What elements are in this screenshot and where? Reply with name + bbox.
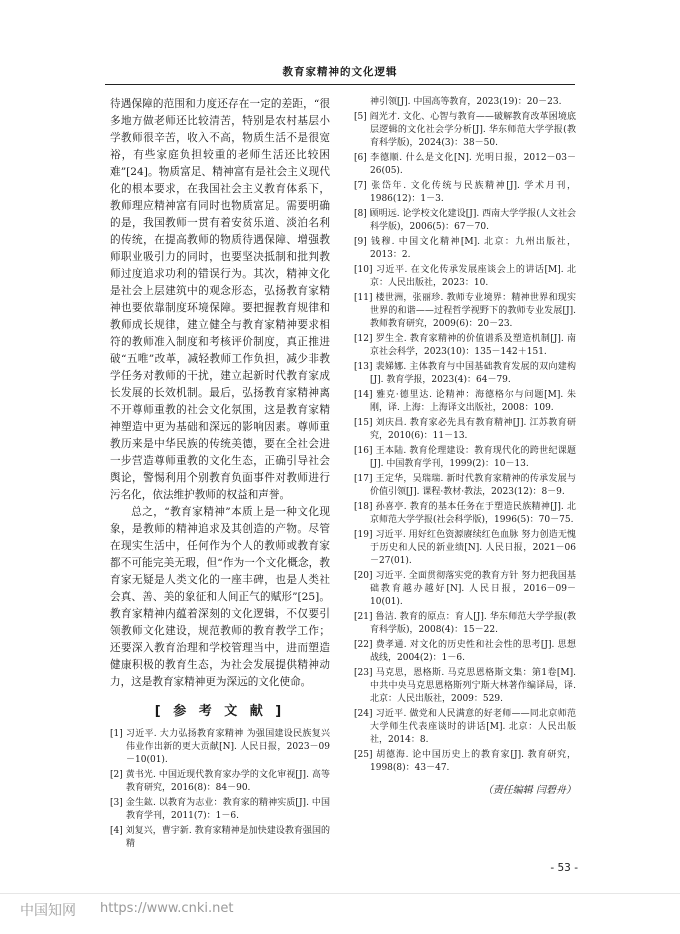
page-number: - 53 -	[550, 862, 578, 874]
reference-list-right	[354, 111, 576, 775]
cnki-logo: 中国知网	[20, 903, 76, 919]
body-paragraph: 总之，“教育家精神”本质上是一种文化现象，是教师的精神追求及其创造的产物。尽管在现实生活中，任何作为个人的教师或教育家都不可能完美无瑕，但“作为一个文化概念，教育家无疑是人类文化的一座丰碑，也是人类社会真、善、美的象征和人间正气的赋形”[25]。教育家精神内蕴着深刻的文化逻辑，不仅要引领教师文化建设，规范教师的教育教学工作；还要深入教育治理和学校管理当中，进而塑造健康积极的教育生态，为社会发展提供精神动力，这是教育家精神更为深远的文化使命。	[110, 506, 330, 688]
reference-item: [3] 金生鈜. 以教育为志业：教育家的精神实质[J]. 中国教育学刊，2011(7)：1－6.	[110, 798, 330, 821]
reference-list-left	[110, 728, 330, 851]
footer-rule	[0, 893, 680, 894]
reference-item: [20] 习近平. 全面贯彻落实党的教育方针 努力把我国基础教育越办越好[N]. 人民日报，2016－09－10(01).	[354, 571, 576, 607]
body-paragraph: 待遇保障的范围和力度还存在一定的差距，“很多地方做老师还比较清苦，特别是农村基层小学教师很辛苦，收入不高，物质生活不是很宽裕，有些家庭负担较重的老师生活还比较困难”[24]。物质富足、精神富有是社会主义现代化的根本要求，在我国社会主义教育体系下，教师理应精神富有同时也物质富足。需要明确的是，我国教师一贯有着安贫乐道、淡泊名利的传统，在提高教师的物质待遇保障、增强教师职业吸引力的同时，也要坚决抵制和批判教师过度追求功利的错误行为。其次，精神文化是社会上层建筑中的观念形态，弘扬教育家精神也要依靠制度环境保障。要把握教育规律和教师成长规律，建立健全与教育家精神要求相符的教师准入制度和考核评价制度，真正推进破“五唯”改革，减轻教师工作负担，减少非教学任务对教师的干扰，建立起新时代教育家成长发展的长效机制。最后，弘扬教育家精神离不开尊师重教的社会文化氛围，这是教育家精神塑造中更为基础和深远的影响因素。尊师重教历来是中华民族的传统美德，要在全社会进一步营造尊师重教的文化生态，正确引导社会舆论，警惕利用个别教育负面事件对教师进行污名化，依法维护教师的权益和声誉。	[110, 98, 330, 501]
reference-item: [12] 罗生全. 教育家精神的价值谱系及塑造机制[J]. 南京社会科学，2023(10)：135－142＋151.	[354, 334, 576, 357]
reference-item: [9] 钱穆. 中国文化精神[M]. 北京：九州出版社，2013：2.	[354, 237, 576, 260]
editor-credit: （责任编辑 闫碧舟）	[482, 785, 576, 796]
reference-item: [18] 孙喜亭. 教育的基本任务在于塑造民族精神[J]. 北京师范大学学报(社会科学版)，1996(5)：70－75.	[354, 502, 576, 525]
reference-continuation: 神引领[J]. 中国高等教育，2023(19)：20－23.	[370, 97, 562, 107]
cnki-url-link[interactable]: https://www.cnki.net	[100, 901, 234, 916]
reference-item: [2] 黄书光. 中国近现代教育家办学的文化审视[J]. 高等教育研究，2016(8)：84－90.	[110, 770, 330, 793]
references-heading: [ 参 考 文 献 ]	[154, 704, 286, 719]
reference-item: [17] 王定华，吴瑞瑞. 新时代教育家精神的传承发展与价值引领[J]. 课程·教材·教法，2023(12)：8－9.	[354, 474, 576, 497]
reference-item: [7] 张岱年. 文化传统与民族精神[J]. 学术月刊，1986(12)：1－3.	[354, 181, 576, 204]
right-column	[354, 96, 576, 796]
reference-item: [24] 习近平. 做党和人民满意的好老师——同北京师范大学师生代表座谈时的讲话[M]. 北京：人民出版社，2014：8.	[354, 709, 576, 745]
reference-item: [5] 阎光才. 文化、心智与教育——破解教育改革困境底层逻辑的文化社会学分析[J]. 华东师范大学学报(教育科学版)，2024(3)：38－50.	[354, 112, 576, 148]
reference-item: [25] 胡德海. 论中国历史上的教育家[J]. 教育研究，1998(8)：43－47.	[354, 750, 576, 773]
reference-item: [22] 费孝通. 对文化的历史性和社会性的思考[J]. 思想战线，2004(2)：1－6.	[354, 640, 576, 663]
reference-item: [6] 李德顺. 什么是文化[N]. 光明日报，2012－03－26(05).	[354, 153, 576, 176]
reference-item: [21] 鲁洁. 教育的原点：育人[J]. 华东师范大学学报(教育科学版)，2008(4)：15－22.	[354, 612, 576, 635]
reference-item: [19] 习近平. 用好红色资源赓续红色血脉 努力创造无愧于历史和人民的新业绩[N]. 人民日报，2021－06－27(01).	[354, 530, 576, 566]
reference-item: [10] 习近平. 在文化传承发展座谈会上的讲话[M]. 北京：人民出版社，2023：10.	[354, 265, 576, 288]
reference-item: [14] 雅克·德里达. 论精神：海德格尔与问题[M]. 朱刚，译. 上海：上海译文出版社，2008：109.	[354, 390, 576, 413]
reference-item: [23] 马克思，恩格斯. 马克思恩格斯文集：第1卷[M]. 中共中央马克思恩格斯列宁斯大林著作编译局，译. 北京：人民出版社，2009：529.	[354, 668, 576, 704]
running-header: 教育家精神的文化逻辑	[282, 66, 398, 78]
reference-item: [8] 顾明远. 论学校文化建设[J]. 西南大学学报(人文社会科学版)，2006(5)：67－70.	[354, 209, 576, 232]
reference-item: [15] 刘庆昌. 教育家必先具有教育精神[J]. 江苏教育研究，2010(6)：11－13.	[354, 418, 576, 441]
reference-item: [4] 刘复兴，曹宇新. 教育家精神是加快建设教育强国的精	[110, 826, 330, 849]
reference-item: [16] 王本陆. 教育伦理建设：教育现代化的跨世纪课题[J]. 中国教育学刊，1999(2)：10－13.	[354, 446, 576, 469]
reference-item: [1] 习近平. 大力弘扬教育家精神 为强国建设民族复兴伟业作出新的更大贡献[N]. 人民日报，2023－09－10(01).	[110, 729, 330, 765]
reference-item: [13] 裴娣娜. 主体教育与中国基础教育发展的双向建构[J]. 教育学报，2023(4)：64－79.	[354, 362, 576, 385]
reference-item: [11] 楼世洲，张丽珍. 教师专业境界：精神世界和现实世界的和谐——过程哲学视野下的教师专业发展[J]. 教师教育研究，2009(6)：20－23.	[354, 293, 576, 329]
header-rule	[105, 84, 575, 85]
left-column	[110, 96, 330, 853]
